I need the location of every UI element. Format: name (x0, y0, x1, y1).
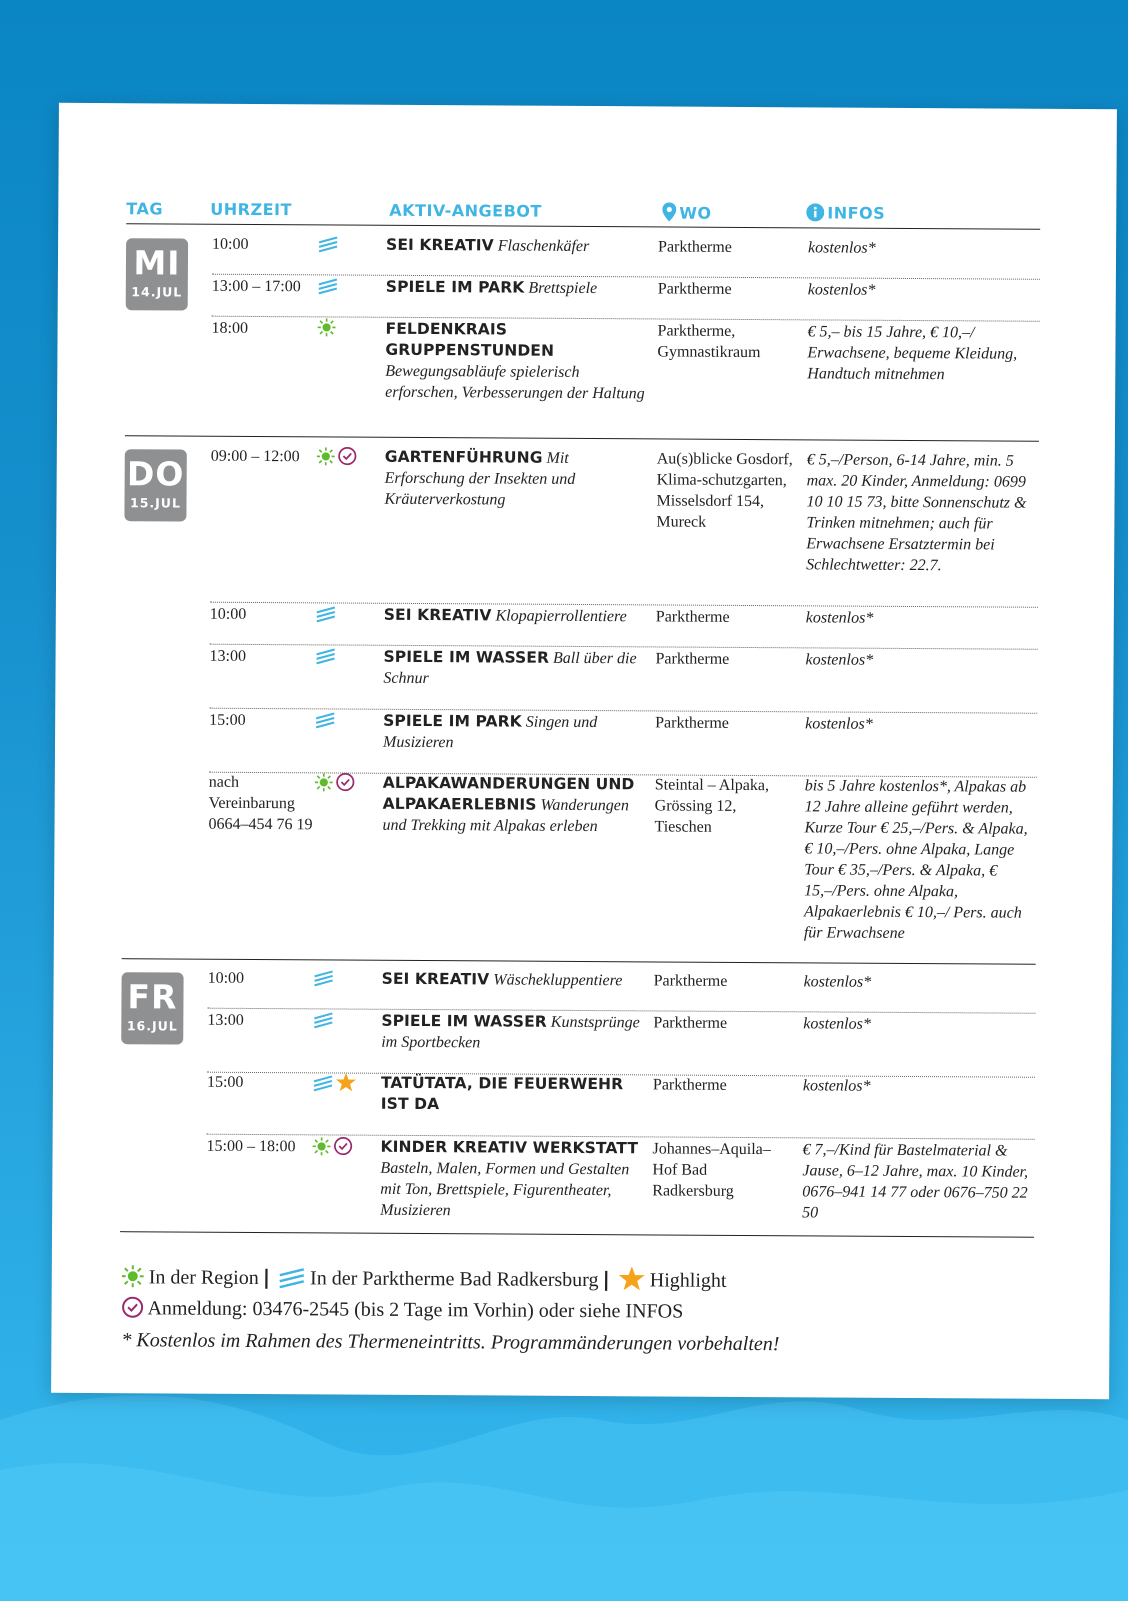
day-date: 15.JUL (129, 495, 182, 511)
activity-subtitle: Flaschenkäfer (497, 237, 590, 256)
activity-subtitle: Mit Erforschung der Insekten und Kräuterverkostung (384, 449, 576, 509)
table-row (208, 772, 1037, 963)
row-icons (315, 646, 375, 670)
row-info: kostenlos* (807, 281, 876, 299)
row-location: Parktherme (657, 280, 732, 298)
legend-line-1 (122, 1263, 727, 1294)
sun-icon (315, 773, 333, 797)
header-infos (806, 203, 885, 222)
row-time: 13:00 – 17:00 (211, 277, 301, 296)
wave-icon (315, 712, 335, 734)
schedule-sheet (51, 103, 1117, 1399)
row-activity (384, 605, 648, 628)
day-badge-mi (126, 238, 188, 310)
row-icons (314, 968, 374, 992)
row-icons (318, 276, 378, 300)
check-icon (333, 1136, 352, 1161)
header-angebot: AKTIV-ANGEBOT (389, 200, 542, 221)
day-name: DO (126, 454, 185, 494)
row-icons (315, 710, 375, 734)
wave-icon (279, 1268, 305, 1288)
row-activity (383, 647, 647, 691)
row-activity (386, 277, 650, 300)
table-row (210, 604, 1038, 650)
background-waves (0, 1380, 1128, 1601)
activity-subtitle: Singen und Musizieren (382, 713, 598, 752)
row-activity (381, 1073, 645, 1117)
day-date: 16.JUL (126, 1018, 178, 1034)
row-time: 10:00 (212, 235, 249, 253)
activity-subtitle: Basteln, Malen, Formen und Gestalten mit Ton, Brettspiele, Figurentheater, Musizieren (380, 1159, 630, 1220)
day-name: FR (127, 977, 178, 1017)
row-activity (382, 773, 646, 838)
row-time: 15:00 (206, 1073, 244, 1091)
table-row (207, 1072, 1035, 1140)
activity-title: SPIELE IM WASSER (381, 1011, 547, 1031)
row-icons (315, 772, 375, 797)
activity-subtitle: Bewegungsabläufe spielerisch erforschen, Verbesserungen der Haltung (385, 362, 645, 403)
row-icons (313, 1010, 373, 1034)
legend-highlight: Highlight (649, 1269, 727, 1292)
day-name: MI (133, 243, 181, 283)
row-location: Au(s)blicke Gosdorf, Klima-schutzgarten, Misselsdorf 154, Mureck (656, 450, 793, 531)
activity-subtitle: Klopapierrollentiere (495, 607, 627, 626)
wave-icon (318, 236, 338, 258)
row-time: 13:00 (207, 1011, 244, 1029)
activity-subtitle: Brettspiele (528, 279, 598, 298)
activity-title: SEI KREATIV (383, 605, 492, 625)
row-activity (385, 319, 650, 405)
day-badge-do (124, 449, 186, 521)
table-row (207, 968, 1035, 1014)
day-badge-fr (121, 972, 183, 1044)
row-icons (312, 1136, 372, 1161)
legend-divider: | (262, 1265, 271, 1290)
location-pin-icon (662, 202, 676, 221)
wave-icon (313, 1012, 333, 1034)
row-info: kostenlos* (805, 609, 874, 627)
activity-subtitle: Kunstsprünge im Sportbecken (381, 1013, 640, 1052)
row-location: Steintal – Alpaka, Grössing 12, Tieschen (654, 776, 770, 836)
activity-title: FELDENKRAIS GRUPPENSTUNDEN (385, 319, 555, 360)
row-location: Parktherme (655, 650, 730, 668)
star-icon (619, 1266, 645, 1290)
day-date: 14.JUL (131, 284, 183, 300)
row-info: € 7,–/Kind für Bastelmaterial & Jause, 6–12 Jahre, max. 10 Kinder, 0676–941 14 77 oder 0676–750 22 50 (802, 1141, 1029, 1222)
sun-icon (317, 318, 335, 342)
row-time: 15:00 – 18:00 (206, 1137, 296, 1156)
row-activity (383, 711, 647, 755)
row-info: kostenlos* (803, 973, 872, 991)
legend-region: In der Region (148, 1266, 259, 1290)
sun-icon (317, 447, 335, 471)
info-icon (806, 203, 824, 221)
legend-line-2 (122, 1295, 684, 1324)
activity-title: SPIELE IM PARK (383, 711, 522, 731)
table-row (212, 276, 1040, 322)
table-row (206, 1136, 1035, 1237)
table-row (209, 646, 1037, 714)
row-activity (381, 1011, 645, 1055)
wave-icon (313, 1075, 333, 1097)
check-icon (338, 446, 357, 471)
row-info: € 5,–/Person, 6-14 Jahre, min. 5 max. 20 Kinder, Anmeldung: 0699 10 10 15 73, bitte Sonnenschutz & Trinken mitnehmen; auch für Erwachsene Ersatztermin bei Schlechtwetter: 22.7. (806, 451, 1027, 575)
legend-divider: | (602, 1267, 610, 1292)
wave-icon (316, 606, 336, 628)
row-activity (380, 1137, 645, 1223)
wave-icon (314, 970, 334, 992)
star-icon (336, 1072, 356, 1097)
legend-anmeldung: Anmeldung: 03476-2545 (bis 2 Tage im Vorhin) oder siehe INFOS (147, 1297, 684, 1323)
activity-subtitle: Wäschekluppentiere (493, 971, 623, 990)
check-icon (336, 772, 355, 797)
activity-title: SEI KREATIV (386, 235, 494, 255)
row-activity (386, 235, 650, 258)
footnote: * Kostenlos im Rahmen des Thermeneintritts. Programmänderungen vorbehalten! (121, 1329, 780, 1356)
row-time: 13:00 (209, 647, 247, 665)
row-info: kostenlos* (808, 239, 876, 257)
activity-title: SEI KREATIV (381, 969, 490, 989)
table-row (210, 446, 1039, 608)
row-info: bis 5 Jahre kostenlos*, Alpakas ab 12 Jahre alleine geführt werden, Kurze Tour € 25,–/Pers. & Alpaka, € 10,–/Pers. ohne Alpaka, Lange Tour € 35,–/Pers. & Alpaka, € 15,–/Pers. ohne Alpaka, Alpakaerlebnis € 10,–/ Pers. auch für Erwachsene (803, 777, 1028, 942)
row-info: € 5,– bis 15 Jahre, € 10,–/ Erwachsene, bequeme Kleidung, Handtuch mitnehmen (807, 323, 1018, 384)
row-location: Parktherme (658, 238, 732, 256)
activity-title: TATÜTATA, DIE FEUERWEHR IST DA (380, 1073, 624, 1114)
wave-icon (315, 648, 335, 670)
sun-icon (122, 1265, 144, 1287)
activity-title: SPIELE IM WASSER (383, 647, 550, 667)
row-location: Parktherme (655, 608, 730, 626)
row-time: nach Vereinbarung 0664–454 76 19 (208, 773, 313, 834)
table-row (209, 710, 1037, 778)
table-row (211, 318, 1040, 441)
row-location: Parktherme (655, 714, 729, 732)
row-icons (317, 318, 377, 342)
sun-icon (312, 1137, 330, 1161)
row-location: Parktherme, Gymnastikraum (657, 322, 761, 362)
row-time: 18:00 (211, 319, 249, 337)
activity-title: SPIELE IM PARK (385, 277, 525, 297)
activity-subtitle: Wanderungen und Trekking mit Alpakas erleben (382, 796, 629, 836)
wave-icon (318, 278, 338, 300)
activity-title: KINDER KREATIV WERKSTATT (380, 1137, 639, 1158)
row-icons (316, 604, 376, 628)
row-icons (313, 1072, 373, 1097)
activity-title: ALPAKAWANDERUNGEN UND ALPAKAERLEBNIS (382, 773, 635, 814)
row-location: Johannes–Aquila–Hof Bad Radkersburg (652, 1140, 771, 1200)
table-row (212, 234, 1040, 280)
row-time: 10:00 (209, 605, 247, 623)
row-activity (384, 447, 648, 512)
row-info: kostenlos* (802, 1077, 871, 1095)
row-time: 15:00 (209, 711, 246, 729)
row-icons (317, 446, 377, 471)
table-row (207, 1010, 1035, 1078)
row-location: Parktherme (652, 1076, 727, 1094)
header-infos-label: INFOS (827, 203, 886, 223)
row-info: kostenlos* (805, 651, 874, 669)
row-location: Parktherme (653, 972, 728, 990)
header-wo-label: WO (679, 203, 712, 223)
row-activity (382, 969, 646, 992)
row-info: kostenlos* (803, 1015, 871, 1033)
check-icon (122, 1296, 144, 1318)
header-tag: TAG (126, 199, 164, 219)
header-wo (662, 202, 711, 222)
row-info: kostenlos* (805, 715, 873, 733)
row-location: Parktherme (653, 1014, 728, 1032)
activity-subtitle: Ball über die Schnur (383, 649, 637, 688)
activity-title: GARTENFÜHRUNG (384, 447, 543, 467)
row-time: 09:00 – 12:00 (210, 447, 300, 466)
row-icons (318, 234, 378, 258)
header-uhrzeit: UHRZEIT (210, 199, 292, 220)
legend-parktherme: In der Parktherme Bad Radkersburg (310, 1267, 599, 1292)
row-time: 10:00 (207, 969, 245, 987)
header-rule (126, 223, 1040, 230)
